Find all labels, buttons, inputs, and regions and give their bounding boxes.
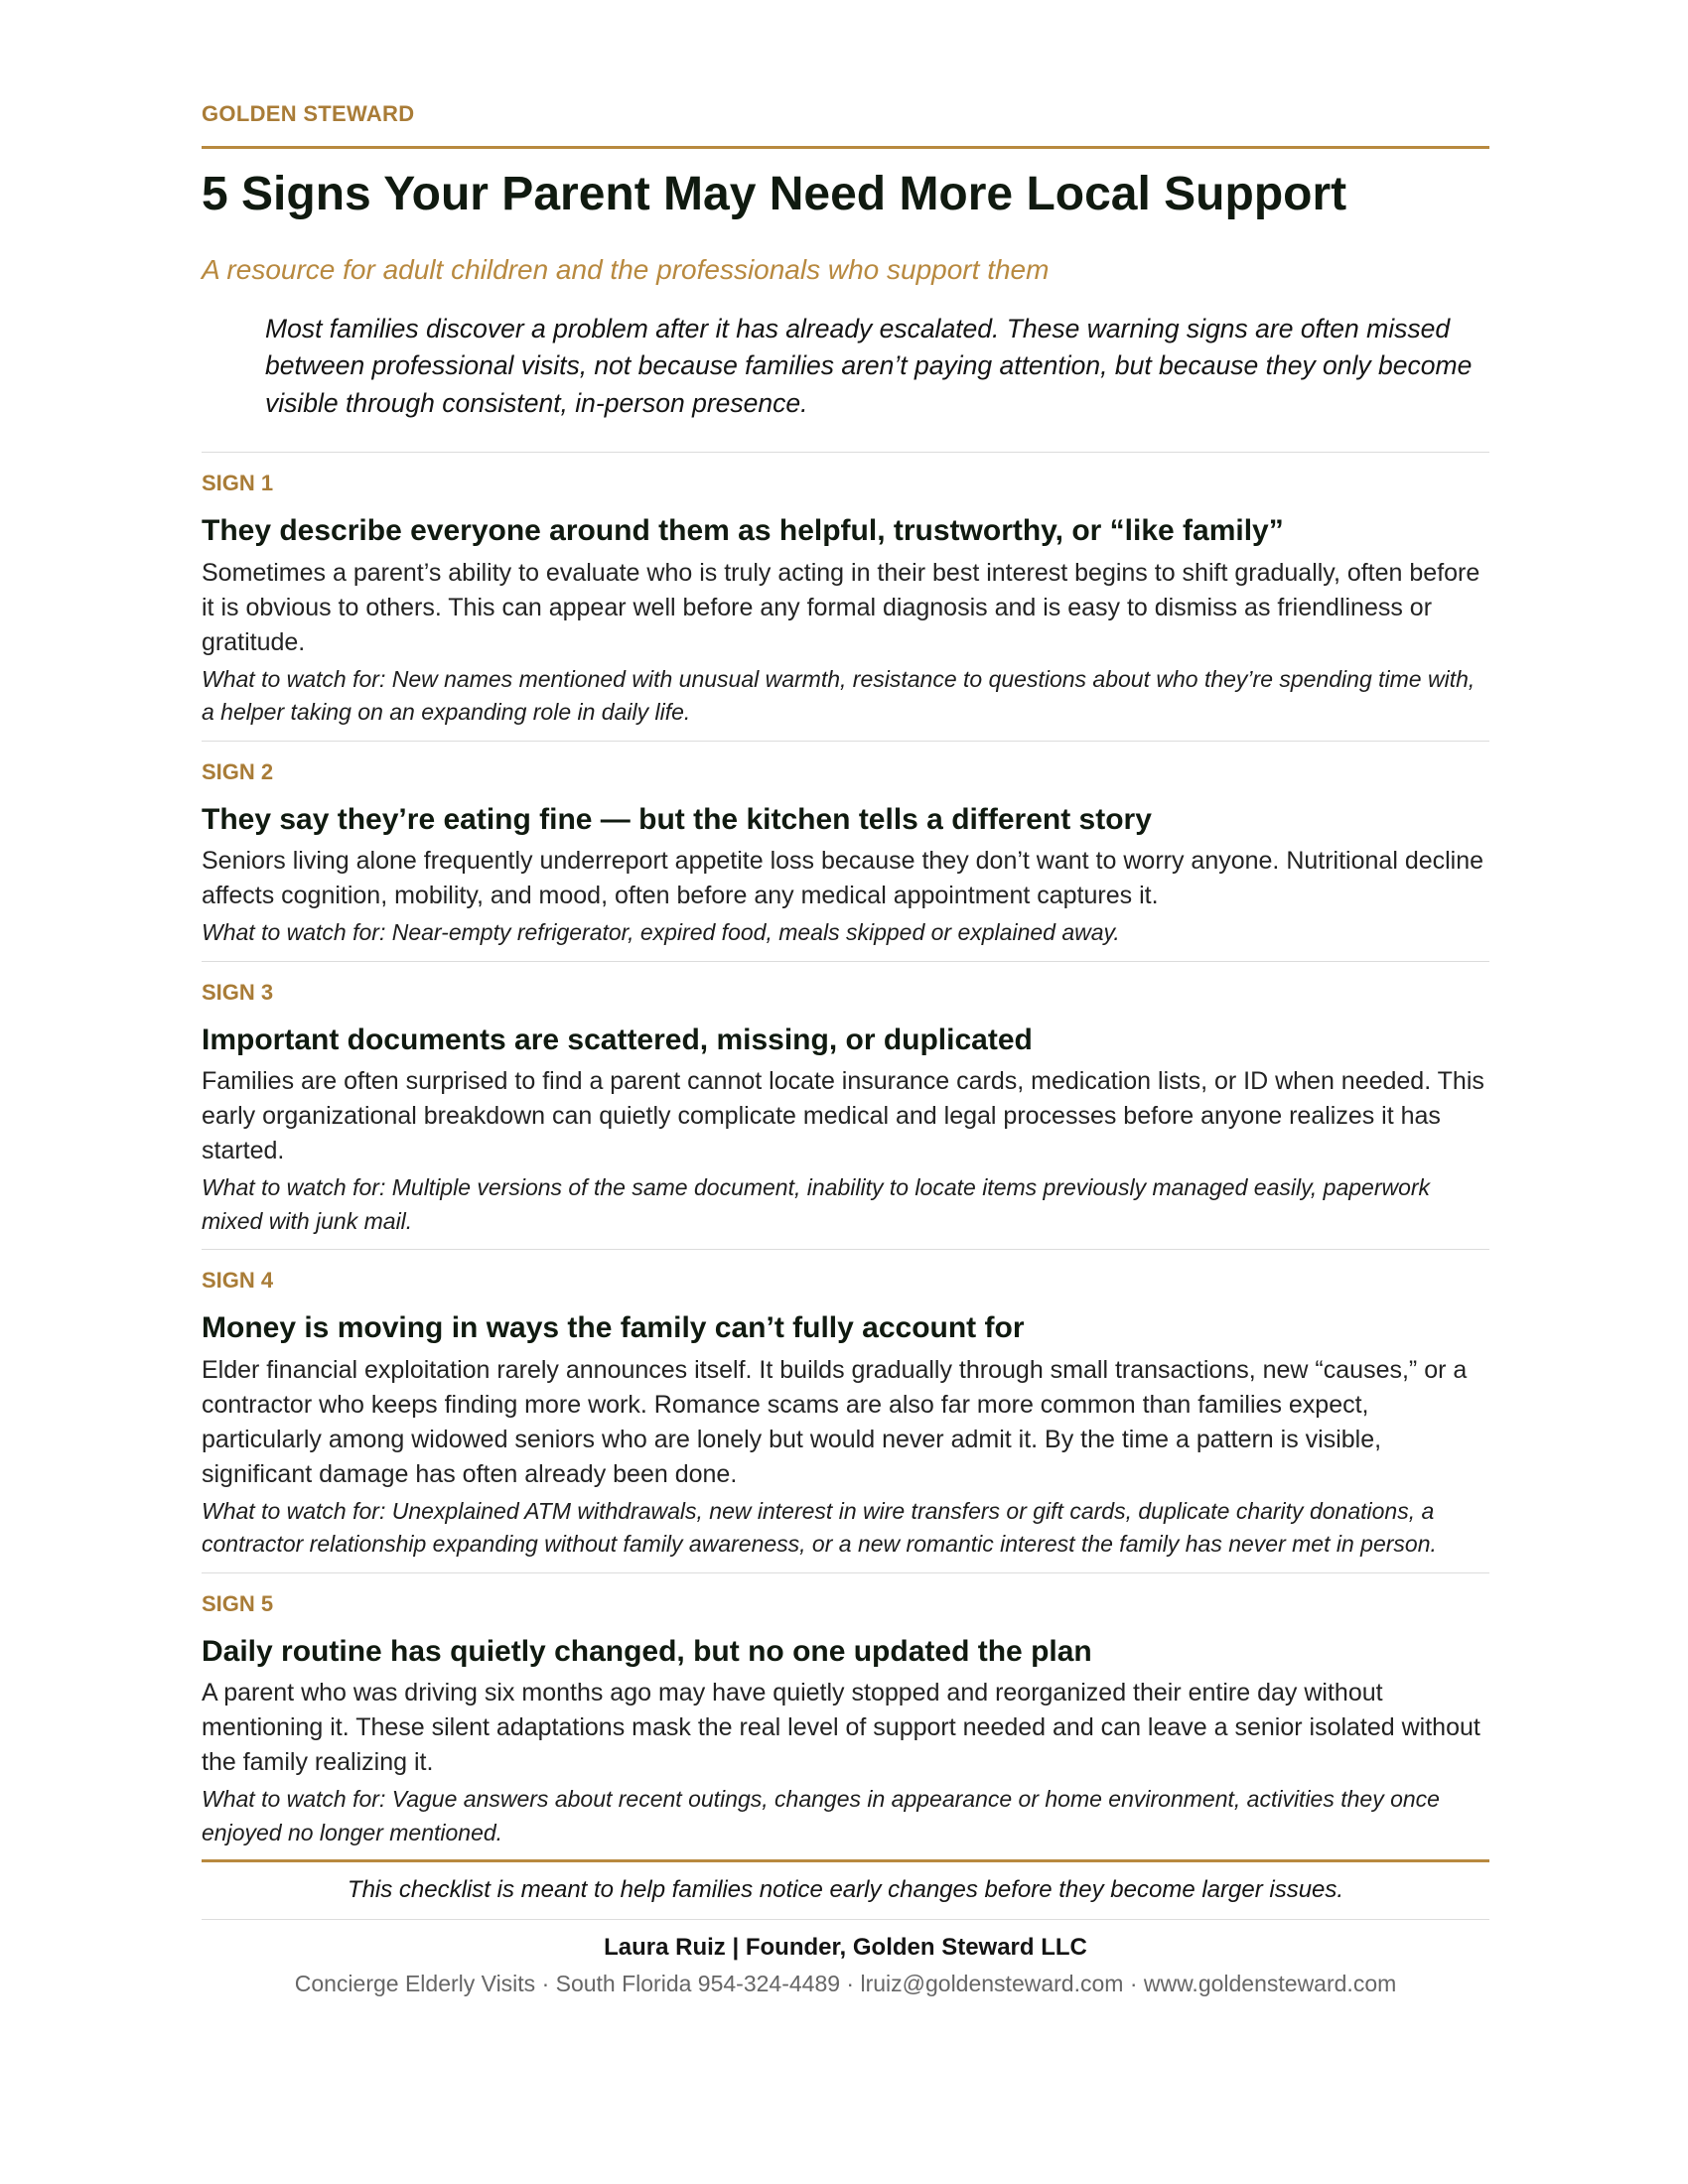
sign-section-2 <box>202 742 1489 962</box>
signoff-divider <box>202 1919 1489 1920</box>
sign-heading: Daily routine has quietly changed, but no one updated the plan <box>202 1634 1092 1668</box>
page-title: 5 Signs Your Parent May Need More Local Support <box>202 168 1347 220</box>
contact-line: Concierge Elderly Visits · South Florida 954-324-4489 · lruiz@goldensteward.com · www.goldensteward.com <box>294 1970 1397 1996</box>
sign-heading: They say they’re eating fine — but the kitchen tells a different story <box>202 802 1152 836</box>
sign-watch-for: What to watch for: New names mentioned with unusual warmth, resistance to questions about who they’re spending time with, a helper taking on an expanding role in daily life. <box>202 665 1476 726</box>
sign-body: Seniors living alone frequently underreport appetite loss because they don’t want to worry anyone. Nutritional decline affects cognition, mobility, and mood, often before any medical appointment captures it. <box>202 847 1484 910</box>
author-signoff: Laura Ruiz | Founder, Golden Steward LLC <box>604 1933 1087 1961</box>
sign-watch-for: What to watch for: Unexplained ATM withdrawals, new interest in wire transfers or gift cards, duplicate charity donations, a contractor relationship expanding without family awareness, or a new romantic interest the family has never met in person. <box>202 1497 1437 1558</box>
sign-body: Elder financial exploitation rarely announces itself. It builds gradually through small transactions, new “causes,” or a contractor who keeps finding more work. Romance scams are also far more common than families expect, particularly among widowed seniors who are lonely but would never admit it. By the time a pattern is visible, significant damage has often already been done. <box>202 1355 1468 1488</box>
sign-body: A parent who was driving six months ago may have quietly stopped and reorganized their entire day without mentioning it. These silent adaptations mask the real level of support needed and can leave a senior isolated without the family realizing it. <box>202 1679 1480 1777</box>
sign-label: SIGN 3 <box>202 979 274 1005</box>
sign-section-3 <box>202 962 1489 1251</box>
footer-note: This checklist is meant to help families notice early changes before they become larger issues. <box>347 1876 1344 1904</box>
sign-label: SIGN 1 <box>202 471 274 496</box>
footer-divider <box>202 1859 1489 1862</box>
page-subtitle: A resource for adult children and the professionals who support them <box>202 253 1050 285</box>
sign-body: Families are often surprised to find a parent cannot locate insurance cards, medication lists, or ID when needed. This early organizational breakdown can quietly complicate medical and legal processes before anyone realizes it has started. <box>202 1067 1484 1165</box>
sign-watch-for: What to watch for: Near-empty refrigerator, expired food, meals skipped or explained away. <box>202 919 1120 946</box>
sign-heading: Money is moving in ways the family can’t fully account for <box>202 1311 1025 1345</box>
sign-label: SIGN 2 <box>202 758 274 784</box>
sign-section-1 <box>202 453 1489 742</box>
intro-paragraph: Most families discover a problem after it has already escalated. These warning signs are often missed between professional visits, not because families aren’t paying attention, but because they only become visible through consistent, in-person presence. <box>265 313 1473 418</box>
sign-watch-for: What to watch for: Multiple versions of the same document, inability to locate items previously managed easily, paperwork mixed with junk mail. <box>202 1174 1431 1234</box>
sign-label: SIGN 5 <box>202 1590 274 1616</box>
brand-name: GOLDEN STEWARD <box>202 101 415 126</box>
sign-label: SIGN 4 <box>202 1268 274 1294</box>
sign-heading: They describe everyone around them as helpful, trustworthy, or “like family” <box>202 514 1284 548</box>
sign-section-4 <box>202 1250 1489 1573</box>
header-divider <box>202 146 1489 149</box>
sign-section-5 <box>202 1573 1489 1860</box>
document-page <box>202 103 1489 1997</box>
sign-heading: Important documents are scattered, missing, or duplicated <box>202 1023 1033 1056</box>
sign-body: Sometimes a parent’s ability to evaluate who is truly acting in their best interest begins to shift gradually, often before it is obvious to others. This can appear well before any formal diagnosis and is easy to dismiss as friendliness or gratitude. <box>202 558 1480 656</box>
sign-watch-for: What to watch for: Vague answers about recent outings, changes in appearance or home environment, activities they once enjoyed no longer mentioned. <box>202 1786 1440 1845</box>
